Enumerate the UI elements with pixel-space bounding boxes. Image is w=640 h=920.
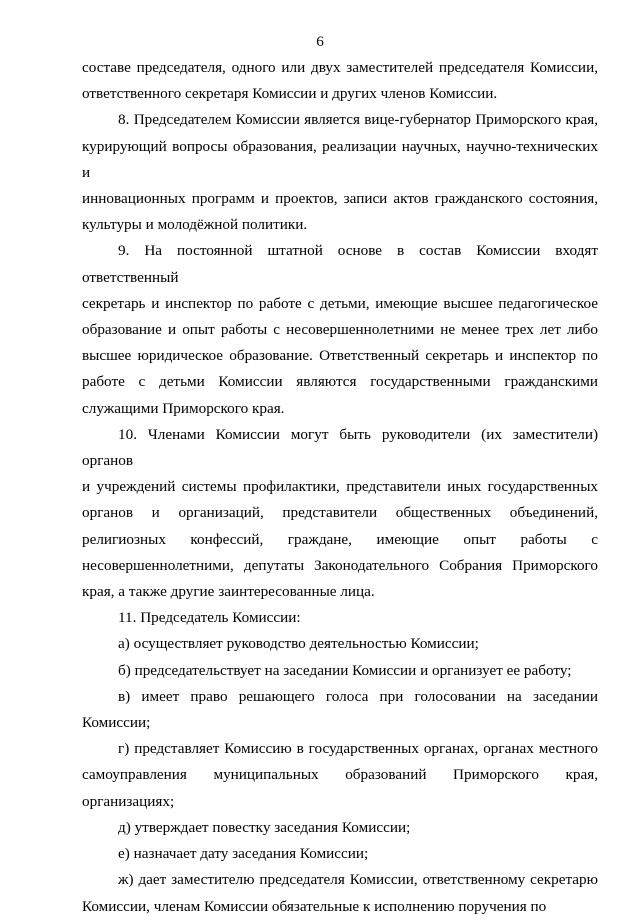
paragraph-line: культуры и молодёжной политики. xyxy=(82,216,308,234)
paragraph-line: курирующий вопросы образования, реализации научных, научно-технических и xyxy=(82,137,598,181)
paragraph-line: ж) дает заместителю председателя Комиссии, ответственному секретарю xyxy=(118,871,598,889)
paragraph-line: в) имеет право решающего голоса при голосовании на заседании xyxy=(118,687,598,705)
paragraph-line: Комиссии; xyxy=(82,714,151,732)
paragraph-line: б) председательствует на заседании Комиссии и организует ее работу; xyxy=(118,661,572,679)
paragraph-line: 11. Председатель Комиссии: xyxy=(118,609,301,627)
paragraph-line: секретарь и инспектор по работе с детьми, имеющие высшее педагогическое xyxy=(82,294,598,312)
paragraph-line: органов и организаций, представители общественных объединений, xyxy=(82,504,598,522)
paragraph-line: организациях; xyxy=(82,792,175,810)
paragraph-line: религиозных конфессий, граждане, имеющие опыт работы с xyxy=(82,530,598,548)
paragraph-line: 8. Председателем Комиссии является вице-губернатор Приморского края, xyxy=(118,111,598,129)
paragraph-line: а) осуществляет руководство деятельностью Комиссии; xyxy=(118,635,479,653)
paragraph-line: е) назначает дату заседания Комиссии; xyxy=(118,845,369,863)
paragraph-line: составе председателя, одного или двух заместителей председателя Комиссии, xyxy=(82,59,598,76)
paragraph-line: г) представляет Комиссию в государственных органах, органах местного xyxy=(118,740,598,758)
paragraph-line: 9. На постоянной штатной основе в состав Комиссии входят ответственный xyxy=(82,242,598,286)
paragraph-line: ответственного секретаря Комиссии и других членов Комиссии. xyxy=(82,85,498,103)
paragraph-line: высшее юридическое образование. Ответственный секретарь и инспектор по xyxy=(82,347,598,365)
paragraph-line: края, а также другие заинтересованные лица. xyxy=(82,583,375,601)
document-body xyxy=(82,55,598,920)
paragraph-line: несовершеннолетними, депутаты Законодательного Собрания Приморского xyxy=(82,556,598,574)
paragraph-line: работе с детьми Комиссии являются государственными гражданскими xyxy=(82,373,598,391)
paragraph-line: служащими Приморского края. xyxy=(82,399,285,417)
paragraph-line: инновационных программ и проектов, записи актов гражданского состояния, xyxy=(82,190,598,208)
paragraph-line: Комиссии, членам Комиссии обязательные к исполнению поручения по xyxy=(82,897,547,915)
paragraph-line: и учреждений системы профилактики, представители иных государственных xyxy=(82,478,598,496)
paragraph-line: образование и опыт работы с несовершеннолетними не менее трех лет либо xyxy=(82,321,598,339)
page-number: 6 xyxy=(316,33,324,50)
paragraph-line: 10. Членами Комиссии могут быть руководители (их заместители) органов xyxy=(82,425,598,470)
paragraph-line: самоуправления муниципальных образований Приморского края, xyxy=(82,766,598,784)
paragraph-line: д) утверждает повестку заседания Комиссии; xyxy=(118,818,411,836)
